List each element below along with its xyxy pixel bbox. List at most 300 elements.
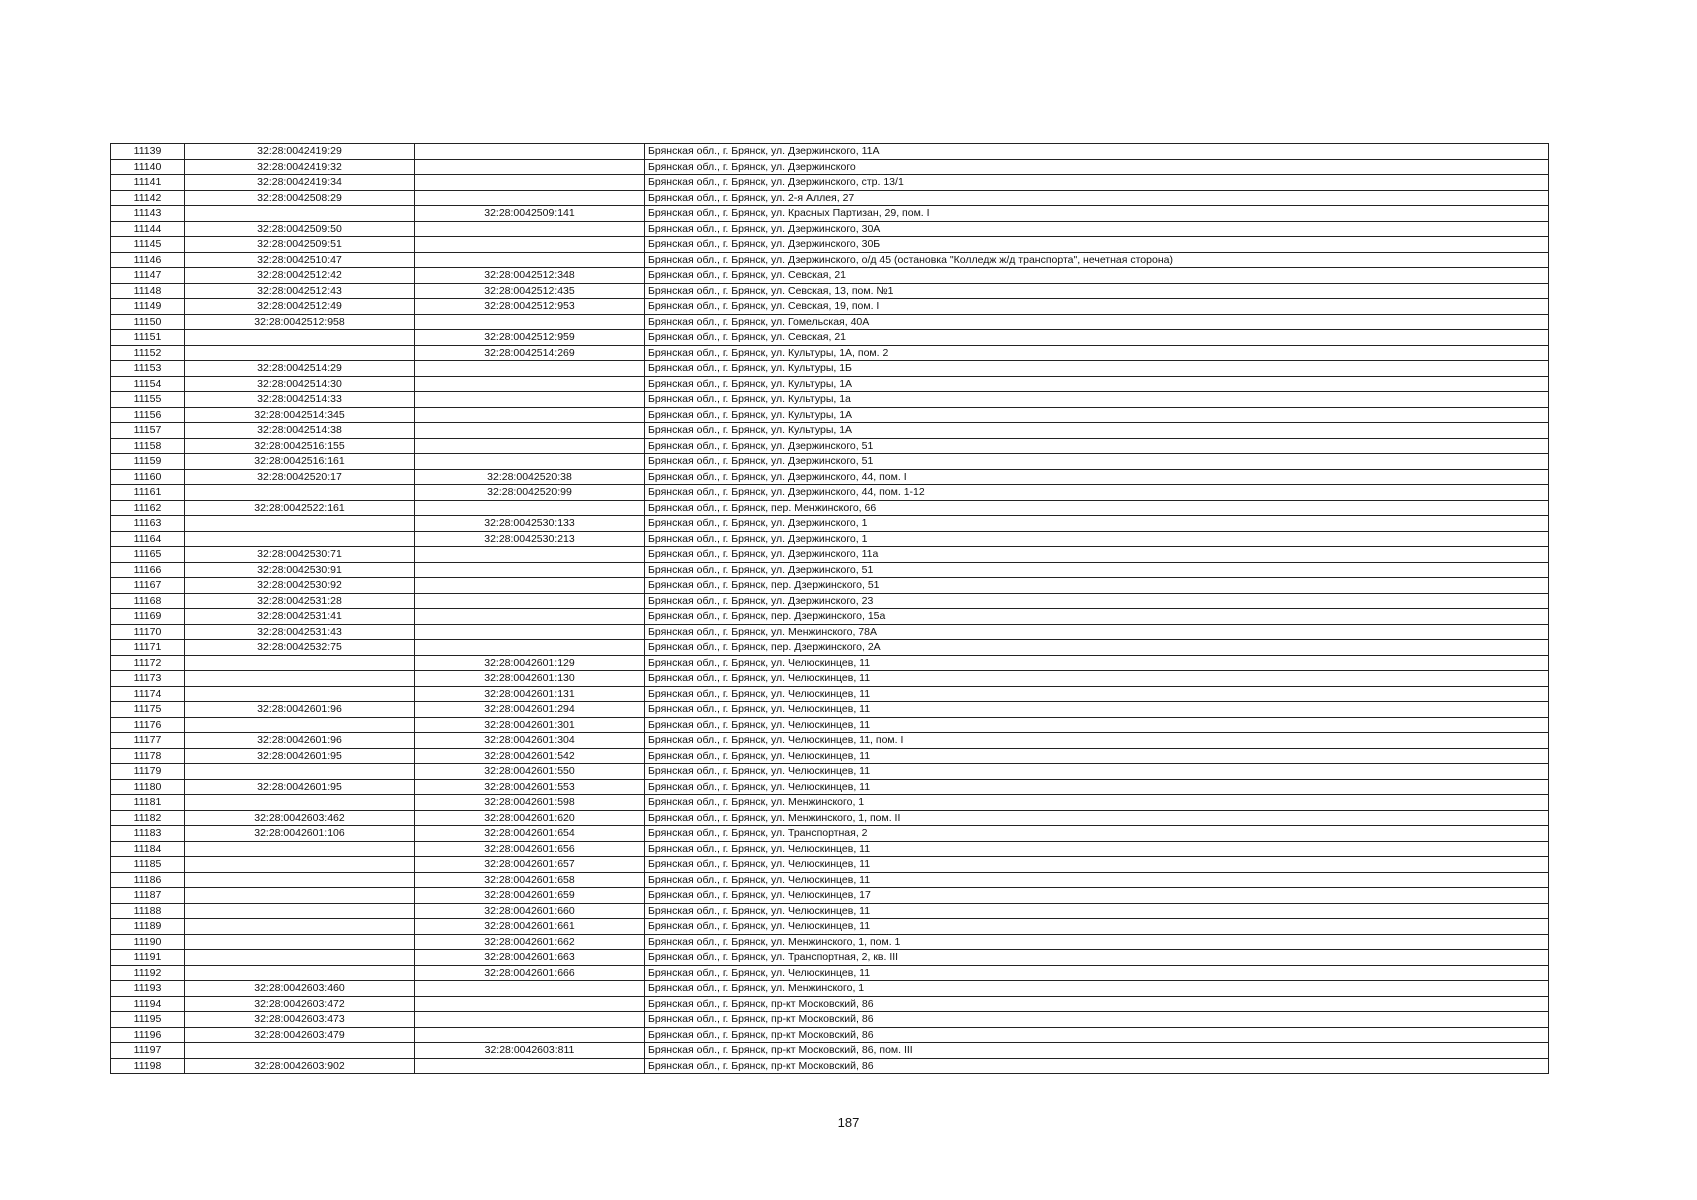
row-number-cell: 11160 bbox=[111, 469, 185, 485]
building-cadastral-number-cell bbox=[415, 996, 645, 1012]
building-cadastral-number-cell: 32:28:0042601:553 bbox=[415, 779, 645, 795]
land-cadastral-number-cell: 32:28:0042522:161 bbox=[185, 500, 415, 516]
building-cadastral-number-cell bbox=[415, 1027, 645, 1043]
address-cell: Брянская обл., г. Брянск, ул. Челюскинцев, 11 bbox=[645, 748, 1549, 764]
table-row bbox=[111, 562, 1549, 578]
row-number-cell: 11148 bbox=[111, 283, 185, 299]
land-cadastral-number-cell: 32:28:0042531:41 bbox=[185, 609, 415, 625]
address-cell: Брянская обл., г. Брянск, пр-кт Московский, 86 bbox=[645, 1012, 1549, 1028]
address-cell: Брянская обл., г. Брянск, ул. Севская, 21 bbox=[645, 268, 1549, 284]
row-number-cell: 11150 bbox=[111, 314, 185, 330]
row-number-cell: 11141 bbox=[111, 175, 185, 191]
table-row bbox=[111, 252, 1549, 268]
address-cell: Брянская обл., г. Брянск, пер. Дзержинского, 15а bbox=[645, 609, 1549, 625]
address-cell: Брянская обл., г. Брянск, ул. Дзержинского, о/д 45 (остановка "Колледж ж/д транспорта", нечетная сторона) bbox=[645, 252, 1549, 268]
land-cadastral-number-cell bbox=[185, 795, 415, 811]
table-row bbox=[111, 175, 1549, 191]
address-cell: Брянская обл., г. Брянск, пр-кт Московский, 86 bbox=[645, 1058, 1549, 1074]
land-cadastral-number-cell: 32:28:0042509:50 bbox=[185, 221, 415, 237]
building-cadastral-number-cell bbox=[415, 159, 645, 175]
row-number-cell: 11155 bbox=[111, 392, 185, 408]
building-cadastral-number-cell: 32:28:0042601:550 bbox=[415, 764, 645, 780]
row-number-cell: 11151 bbox=[111, 330, 185, 346]
table-row bbox=[111, 779, 1549, 795]
row-number-cell: 11149 bbox=[111, 299, 185, 315]
land-cadastral-number-cell bbox=[185, 345, 415, 361]
address-cell: Брянская обл., г. Брянск, ул. Челюскинцев, 11 bbox=[645, 686, 1549, 702]
land-cadastral-number-cell: 32:28:0042603:902 bbox=[185, 1058, 415, 1074]
table-row bbox=[111, 640, 1549, 656]
address-cell: Брянская обл., г. Брянск, пр-кт Московский, 86 bbox=[645, 996, 1549, 1012]
building-cadastral-number-cell bbox=[415, 624, 645, 640]
building-cadastral-number-cell: 32:28:0042601:658 bbox=[415, 872, 645, 888]
land-cadastral-number-cell: 32:28:0042531:28 bbox=[185, 593, 415, 609]
table-row bbox=[111, 423, 1549, 439]
row-number-cell: 11185 bbox=[111, 857, 185, 873]
table-row bbox=[111, 299, 1549, 315]
row-number-cell: 11159 bbox=[111, 454, 185, 470]
land-cadastral-number-cell: 32:28:0042512:42 bbox=[185, 268, 415, 284]
address-cell: Брянская обл., г. Брянск, ул. Дзержинского, 44, пом. 1-12 bbox=[645, 485, 1549, 501]
row-number-cell: 11169 bbox=[111, 609, 185, 625]
table-row bbox=[111, 965, 1549, 981]
table-row bbox=[111, 221, 1549, 237]
table-row bbox=[111, 981, 1549, 997]
table-row bbox=[111, 888, 1549, 904]
building-cadastral-number-cell: 32:28:0042512:435 bbox=[415, 283, 645, 299]
table-row bbox=[111, 872, 1549, 888]
table-row bbox=[111, 144, 1549, 160]
land-cadastral-number-cell: 32:28:0042601:95 bbox=[185, 779, 415, 795]
address-cell: Брянская обл., г. Брянск, ул. Дзержинского, 1 bbox=[645, 516, 1549, 532]
table-row bbox=[111, 361, 1549, 377]
address-cell: Брянская обл., г. Брянск, ул. Менжинского, 1, пом. II bbox=[645, 810, 1549, 826]
building-cadastral-number-cell bbox=[415, 392, 645, 408]
building-cadastral-number-cell bbox=[415, 438, 645, 454]
row-number-cell: 11154 bbox=[111, 376, 185, 392]
land-cadastral-number-cell bbox=[185, 888, 415, 904]
address-cell: Брянская обл., г. Брянск, ул. Дзержинского, 51 bbox=[645, 562, 1549, 578]
address-cell: Брянская обл., г. Брянск, ул. Культуры, 1А bbox=[645, 376, 1549, 392]
row-number-cell: 11188 bbox=[111, 903, 185, 919]
address-cell: Брянская обл., г. Брянск, ул. Челюскинцев, 11 bbox=[645, 779, 1549, 795]
building-cadastral-number-cell: 32:28:0042601:131 bbox=[415, 686, 645, 702]
row-number-cell: 11190 bbox=[111, 934, 185, 950]
table-row bbox=[111, 934, 1549, 950]
building-cadastral-number-cell: 32:28:0042601:598 bbox=[415, 795, 645, 811]
address-cell: Брянская обл., г. Брянск, ул. Дзержинского, 30Б bbox=[645, 237, 1549, 253]
address-cell: Брянская обл., г. Брянск, ул. Дзержинского, 44, пом. I bbox=[645, 469, 1549, 485]
building-cadastral-number-cell: 32:28:0042512:959 bbox=[415, 330, 645, 346]
row-number-cell: 11193 bbox=[111, 981, 185, 997]
building-cadastral-number-cell: 32:28:0042601:662 bbox=[415, 934, 645, 950]
registry-table bbox=[110, 143, 1549, 1074]
table-row bbox=[111, 686, 1549, 702]
building-cadastral-number-cell: 32:28:0042601:661 bbox=[415, 919, 645, 935]
address-cell: Брянская обл., г. Брянск, ул. Севская, 21 bbox=[645, 330, 1549, 346]
land-cadastral-number-cell: 32:28:0042603:473 bbox=[185, 1012, 415, 1028]
table-row bbox=[111, 1043, 1549, 1059]
row-number-cell: 11194 bbox=[111, 996, 185, 1012]
address-cell: Брянская обл., г. Брянск, пер. Дзержинского, 2А bbox=[645, 640, 1549, 656]
land-cadastral-number-cell bbox=[185, 919, 415, 935]
row-number-cell: 11182 bbox=[111, 810, 185, 826]
address-cell: Брянская обл., г. Брянск, ул. Челюскинцев, 17 bbox=[645, 888, 1549, 904]
address-cell: Брянская обл., г. Брянск, ул. Дзержинского, 1 bbox=[645, 531, 1549, 547]
row-number-cell: 11143 bbox=[111, 206, 185, 222]
address-cell: Брянская обл., г. Брянск, ул. Дзержинского, 30А bbox=[645, 221, 1549, 237]
table-row bbox=[111, 624, 1549, 640]
row-number-cell: 11197 bbox=[111, 1043, 185, 1059]
building-cadastral-number-cell: 32:28:0042601:660 bbox=[415, 903, 645, 919]
table-row bbox=[111, 1027, 1549, 1043]
address-cell: Брянская обл., г. Брянск, ул. Челюскинцев, 11 bbox=[645, 903, 1549, 919]
building-cadastral-number-cell bbox=[415, 221, 645, 237]
row-number-cell: 11145 bbox=[111, 237, 185, 253]
table-row bbox=[111, 159, 1549, 175]
row-number-cell: 11146 bbox=[111, 252, 185, 268]
row-number-cell: 11196 bbox=[111, 1027, 185, 1043]
land-cadastral-number-cell: 32:28:0042530:92 bbox=[185, 578, 415, 594]
land-cadastral-number-cell: 32:28:0042514:30 bbox=[185, 376, 415, 392]
building-cadastral-number-cell: 32:28:0042530:213 bbox=[415, 531, 645, 547]
address-cell: Брянская обл., г. Брянск, ул. Дзержинского, 11А bbox=[645, 144, 1549, 160]
table-row bbox=[111, 593, 1549, 609]
building-cadastral-number-cell bbox=[415, 1058, 645, 1074]
address-cell: Брянская обл., г. Брянск, ул. Челюскинцев, 11, пом. I bbox=[645, 733, 1549, 749]
row-number-cell: 11165 bbox=[111, 547, 185, 563]
row-number-cell: 11152 bbox=[111, 345, 185, 361]
land-cadastral-number-cell bbox=[185, 872, 415, 888]
land-cadastral-number-cell: 32:28:0042520:17 bbox=[185, 469, 415, 485]
land-cadastral-number-cell bbox=[185, 965, 415, 981]
address-cell: Брянская обл., г. Брянск, ул. Менжинского, 1, пом. 1 bbox=[645, 934, 1549, 950]
table-row bbox=[111, 330, 1549, 346]
table-row bbox=[111, 996, 1549, 1012]
land-cadastral-number-cell: 32:28:0042601:96 bbox=[185, 702, 415, 718]
address-cell: Брянская обл., г. Брянск, ул. Дзержинского bbox=[645, 159, 1549, 175]
land-cadastral-number-cell bbox=[185, 686, 415, 702]
table-row bbox=[111, 500, 1549, 516]
land-cadastral-number-cell: 32:28:0042603:462 bbox=[185, 810, 415, 826]
building-cadastral-number-cell bbox=[415, 376, 645, 392]
row-number-cell: 11180 bbox=[111, 779, 185, 795]
row-number-cell: 11172 bbox=[111, 655, 185, 671]
building-cadastral-number-cell: 32:28:0042601:657 bbox=[415, 857, 645, 873]
table-row bbox=[111, 578, 1549, 594]
address-cell: Брянская обл., г. Брянск, пер. Менжинского, 66 bbox=[645, 500, 1549, 516]
table-row bbox=[111, 268, 1549, 284]
building-cadastral-number-cell: 32:28:0042514:269 bbox=[415, 345, 645, 361]
address-cell: Брянская обл., г. Брянск, ул. Челюскинцев, 11 bbox=[645, 965, 1549, 981]
land-cadastral-number-cell bbox=[185, 717, 415, 733]
building-cadastral-number-cell bbox=[415, 593, 645, 609]
row-number-cell: 11191 bbox=[111, 950, 185, 966]
land-cadastral-number-cell bbox=[185, 485, 415, 501]
land-cadastral-number-cell bbox=[185, 841, 415, 857]
row-number-cell: 11162 bbox=[111, 500, 185, 516]
building-cadastral-number-cell: 32:28:0042601:656 bbox=[415, 841, 645, 857]
row-number-cell: 11198 bbox=[111, 1058, 185, 1074]
building-cadastral-number-cell: 32:28:0042601:620 bbox=[415, 810, 645, 826]
address-cell: Брянская обл., г. Брянск, ул. Дзержинского, стр. 13/1 bbox=[645, 175, 1549, 191]
building-cadastral-number-cell: 32:28:0042601:129 bbox=[415, 655, 645, 671]
land-cadastral-number-cell bbox=[185, 330, 415, 346]
building-cadastral-number-cell: 32:28:0042601:130 bbox=[415, 671, 645, 687]
table-row bbox=[111, 810, 1549, 826]
table-row bbox=[111, 1012, 1549, 1028]
row-number-cell: 11173 bbox=[111, 671, 185, 687]
land-cadastral-number-cell: 32:28:0042514:33 bbox=[185, 392, 415, 408]
building-cadastral-number-cell bbox=[415, 578, 645, 594]
building-cadastral-number-cell bbox=[415, 361, 645, 377]
row-number-cell: 11163 bbox=[111, 516, 185, 532]
land-cadastral-number-cell: 32:28:0042601:96 bbox=[185, 733, 415, 749]
table-row bbox=[111, 1058, 1549, 1074]
land-cadastral-number-cell bbox=[185, 531, 415, 547]
row-number-cell: 11186 bbox=[111, 872, 185, 888]
address-cell: Брянская обл., г. Брянск, ул. Челюскинцев, 11 bbox=[645, 841, 1549, 857]
building-cadastral-number-cell: 32:28:0042509:141 bbox=[415, 206, 645, 222]
land-cadastral-number-cell: 32:28:0042510:47 bbox=[185, 252, 415, 268]
row-number-cell: 11139 bbox=[111, 144, 185, 160]
row-number-cell: 11174 bbox=[111, 686, 185, 702]
building-cadastral-number-cell: 32:28:0042601:304 bbox=[415, 733, 645, 749]
row-number-cell: 11178 bbox=[111, 748, 185, 764]
building-cadastral-number-cell: 32:28:0042601:542 bbox=[415, 748, 645, 764]
land-cadastral-number-cell bbox=[185, 857, 415, 873]
table-row bbox=[111, 206, 1549, 222]
table-row bbox=[111, 857, 1549, 873]
row-number-cell: 11156 bbox=[111, 407, 185, 423]
row-number-cell: 11184 bbox=[111, 841, 185, 857]
table-row bbox=[111, 516, 1549, 532]
land-cadastral-number-cell: 32:28:0042509:51 bbox=[185, 237, 415, 253]
land-cadastral-number-cell: 32:28:0042601:106 bbox=[185, 826, 415, 842]
table-row bbox=[111, 671, 1549, 687]
building-cadastral-number-cell bbox=[415, 252, 645, 268]
building-cadastral-number-cell: 32:28:0042512:953 bbox=[415, 299, 645, 315]
building-cadastral-number-cell: 32:28:0042601:663 bbox=[415, 950, 645, 966]
row-number-cell: 11147 bbox=[111, 268, 185, 284]
table-row bbox=[111, 733, 1549, 749]
row-number-cell: 11157 bbox=[111, 423, 185, 439]
building-cadastral-number-cell bbox=[415, 190, 645, 206]
address-cell: Брянская обл., г. Брянск, ул. Менжинского, 78А bbox=[645, 624, 1549, 640]
land-cadastral-number-cell: 32:28:0042508:29 bbox=[185, 190, 415, 206]
address-cell: Брянская обл., г. Брянск, ул. Челюскинцев, 11 bbox=[645, 857, 1549, 873]
land-cadastral-number-cell: 32:28:0042531:43 bbox=[185, 624, 415, 640]
table-row bbox=[111, 454, 1549, 470]
land-cadastral-number-cell: 32:28:0042512:49 bbox=[185, 299, 415, 315]
land-cadastral-number-cell bbox=[185, 671, 415, 687]
building-cadastral-number-cell: 32:28:0042603:811 bbox=[415, 1043, 645, 1059]
table-row bbox=[111, 283, 1549, 299]
table-row bbox=[111, 717, 1549, 733]
table-row bbox=[111, 609, 1549, 625]
address-cell: Брянская обл., г. Брянск, ул. Гомельская, 40А bbox=[645, 314, 1549, 330]
table-row bbox=[111, 407, 1549, 423]
land-cadastral-number-cell: 32:28:0042514:29 bbox=[185, 361, 415, 377]
table-row bbox=[111, 485, 1549, 501]
row-number-cell: 11195 bbox=[111, 1012, 185, 1028]
row-number-cell: 11175 bbox=[111, 702, 185, 718]
row-number-cell: 11164 bbox=[111, 531, 185, 547]
address-cell: Брянская обл., г. Брянск, ул. Менжинского, 1 bbox=[645, 795, 1549, 811]
registry-table-body bbox=[111, 144, 1549, 1074]
address-cell: Брянская обл., г. Брянск, пр-кт Московский, 86 bbox=[645, 1027, 1549, 1043]
row-number-cell: 11177 bbox=[111, 733, 185, 749]
land-cadastral-number-cell: 32:28:0042530:91 bbox=[185, 562, 415, 578]
address-cell: Брянская обл., г. Брянск, ул. Челюскинцев, 11 bbox=[645, 764, 1549, 780]
building-cadastral-number-cell: 32:28:0042601:294 bbox=[415, 702, 645, 718]
table-row bbox=[111, 795, 1549, 811]
table-row bbox=[111, 438, 1549, 454]
building-cadastral-number-cell: 32:28:0042601:666 bbox=[415, 965, 645, 981]
land-cadastral-number-cell: 32:28:0042512:958 bbox=[185, 314, 415, 330]
table-row bbox=[111, 314, 1549, 330]
address-cell: Брянская обл., г. Брянск, ул. Челюскинцев, 11 bbox=[645, 671, 1549, 687]
building-cadastral-number-cell: 32:28:0042601:301 bbox=[415, 717, 645, 733]
address-cell: Брянская обл., г. Брянск, ул. Челюскинцев, 11 bbox=[645, 702, 1549, 718]
table-row bbox=[111, 748, 1549, 764]
row-number-cell: 11170 bbox=[111, 624, 185, 640]
table-row bbox=[111, 190, 1549, 206]
address-cell: Брянская обл., г. Брянск, ул. Транспортная, 2, кв. III bbox=[645, 950, 1549, 966]
building-cadastral-number-cell: 32:28:0042512:348 bbox=[415, 268, 645, 284]
land-cadastral-number-cell: 32:28:0042419:32 bbox=[185, 159, 415, 175]
land-cadastral-number-cell: 32:28:0042419:29 bbox=[185, 144, 415, 160]
table-row bbox=[111, 237, 1549, 253]
building-cadastral-number-cell bbox=[415, 500, 645, 516]
building-cadastral-number-cell bbox=[415, 314, 645, 330]
address-cell: Брянская обл., г. Брянск, ул. Челюскинцев, 11 bbox=[645, 919, 1549, 935]
land-cadastral-number-cell: 32:28:0042514:38 bbox=[185, 423, 415, 439]
building-cadastral-number-cell bbox=[415, 547, 645, 563]
row-number-cell: 11192 bbox=[111, 965, 185, 981]
land-cadastral-number-cell: 32:28:0042603:472 bbox=[185, 996, 415, 1012]
address-cell: Брянская обл., г. Брянск, ул. Челюскинцев, 11 bbox=[645, 717, 1549, 733]
building-cadastral-number-cell: 32:28:0042601:654 bbox=[415, 826, 645, 842]
row-number-cell: 11166 bbox=[111, 562, 185, 578]
building-cadastral-number-cell bbox=[415, 454, 645, 470]
address-cell: Брянская обл., г. Брянск, ул. Дзержинского, 23 bbox=[645, 593, 1549, 609]
table-row bbox=[111, 655, 1549, 671]
row-number-cell: 11183 bbox=[111, 826, 185, 842]
row-number-cell: 11144 bbox=[111, 221, 185, 237]
address-cell: Брянская обл., г. Брянск, ул. Дзержинского, 11а bbox=[645, 547, 1549, 563]
building-cadastral-number-cell: 32:28:0042530:133 bbox=[415, 516, 645, 532]
land-cadastral-number-cell bbox=[185, 516, 415, 532]
land-cadastral-number-cell: 32:28:0042512:43 bbox=[185, 283, 415, 299]
address-cell: Брянская обл., г. Брянск, ул. Культуры, 1Б bbox=[645, 361, 1549, 377]
building-cadastral-number-cell bbox=[415, 640, 645, 656]
table-row bbox=[111, 919, 1549, 935]
land-cadastral-number-cell: 32:28:0042601:95 bbox=[185, 748, 415, 764]
address-cell: Брянская обл., г. Брянск, ул. Менжинского, 1 bbox=[645, 981, 1549, 997]
row-number-cell: 11153 bbox=[111, 361, 185, 377]
land-cadastral-number-cell bbox=[185, 950, 415, 966]
table-row bbox=[111, 903, 1549, 919]
building-cadastral-number-cell: 32:28:0042601:659 bbox=[415, 888, 645, 904]
land-cadastral-number-cell: 32:28:0042603:460 bbox=[185, 981, 415, 997]
building-cadastral-number-cell bbox=[415, 609, 645, 625]
address-cell: Брянская обл., г. Брянск, ул. Челюскинцев, 11 bbox=[645, 872, 1549, 888]
row-number-cell: 11158 bbox=[111, 438, 185, 454]
address-cell: Брянская обл., г. Брянск, ул. Транспортная, 2 bbox=[645, 826, 1549, 842]
address-cell: Брянская обл., г. Брянск, ул. Культуры, 1А bbox=[645, 423, 1549, 439]
row-number-cell: 11189 bbox=[111, 919, 185, 935]
address-cell: Брянская обл., г. Брянск, ул. Дзержинского, 51 bbox=[645, 438, 1549, 454]
table-row bbox=[111, 376, 1549, 392]
land-cadastral-number-cell bbox=[185, 764, 415, 780]
building-cadastral-number-cell bbox=[415, 144, 645, 160]
table-row bbox=[111, 469, 1549, 485]
row-number-cell: 11161 bbox=[111, 485, 185, 501]
address-cell: Брянская обл., г. Брянск, пр-кт Московский, 86, пом. III bbox=[645, 1043, 1549, 1059]
building-cadastral-number-cell: 32:28:0042520:99 bbox=[415, 485, 645, 501]
address-cell: Брянская обл., г. Брянск, ул. Севская, 13, пом. №1 bbox=[645, 283, 1549, 299]
building-cadastral-number-cell: 32:28:0042520:38 bbox=[415, 469, 645, 485]
land-cadastral-number-cell: 32:28:0042603:479 bbox=[185, 1027, 415, 1043]
address-cell: Брянская обл., г. Брянск, ул. Культуры, 1А, пом. 2 bbox=[645, 345, 1549, 361]
land-cadastral-number-cell bbox=[185, 903, 415, 919]
address-cell: Брянская обл., г. Брянск, ул. Культуры, 1а bbox=[645, 392, 1549, 408]
address-cell: Брянская обл., г. Брянск, ул. Дзержинского, 51 bbox=[645, 454, 1549, 470]
land-cadastral-number-cell bbox=[185, 206, 415, 222]
address-cell: Брянская обл., г. Брянск, ул. Красных Партизан, 29, пом. I bbox=[645, 206, 1549, 222]
building-cadastral-number-cell bbox=[415, 237, 645, 253]
building-cadastral-number-cell bbox=[415, 407, 645, 423]
page-number: 187 bbox=[837, 1115, 860, 1130]
table-row bbox=[111, 702, 1549, 718]
building-cadastral-number-cell bbox=[415, 562, 645, 578]
table-row bbox=[111, 950, 1549, 966]
table-row bbox=[111, 764, 1549, 780]
building-cadastral-number-cell bbox=[415, 981, 645, 997]
row-number-cell: 11176 bbox=[111, 717, 185, 733]
row-number-cell: 11142 bbox=[111, 190, 185, 206]
row-number-cell: 11187 bbox=[111, 888, 185, 904]
row-number-cell: 11181 bbox=[111, 795, 185, 811]
address-cell: Брянская обл., г. Брянск, ул. Культуры, 1А bbox=[645, 407, 1549, 423]
table-row bbox=[111, 531, 1549, 547]
table-row bbox=[111, 392, 1549, 408]
land-cadastral-number-cell: 32:28:0042419:34 bbox=[185, 175, 415, 191]
address-cell: Брянская обл., г. Брянск, пер. Дзержинского, 51 bbox=[645, 578, 1549, 594]
row-number-cell: 11179 bbox=[111, 764, 185, 780]
land-cadastral-number-cell: 32:28:0042532:75 bbox=[185, 640, 415, 656]
table-row bbox=[111, 547, 1549, 563]
land-cadastral-number-cell bbox=[185, 934, 415, 950]
address-cell: Брянская обл., г. Брянск, ул. Севская, 19, пом. I bbox=[645, 299, 1549, 315]
land-cadastral-number-cell bbox=[185, 1043, 415, 1059]
building-cadastral-number-cell bbox=[415, 1012, 645, 1028]
land-cadastral-number-cell: 32:28:0042530:71 bbox=[185, 547, 415, 563]
land-cadastral-number-cell: 32:28:0042516:161 bbox=[185, 454, 415, 470]
building-cadastral-number-cell bbox=[415, 175, 645, 191]
row-number-cell: 11140 bbox=[111, 159, 185, 175]
table-row bbox=[111, 345, 1549, 361]
row-number-cell: 11167 bbox=[111, 578, 185, 594]
land-cadastral-number-cell: 32:28:0042516:155 bbox=[185, 438, 415, 454]
land-cadastral-number-cell: 32:28:0042514:345 bbox=[185, 407, 415, 423]
address-cell: Брянская обл., г. Брянск, ул. 2-я Аллея, 27 bbox=[645, 190, 1549, 206]
land-cadastral-number-cell bbox=[185, 655, 415, 671]
building-cadastral-number-cell bbox=[415, 423, 645, 439]
address-cell: Брянская обл., г. Брянск, ул. Челюскинцев, 11 bbox=[645, 655, 1549, 671]
row-number-cell: 11171 bbox=[111, 640, 185, 656]
